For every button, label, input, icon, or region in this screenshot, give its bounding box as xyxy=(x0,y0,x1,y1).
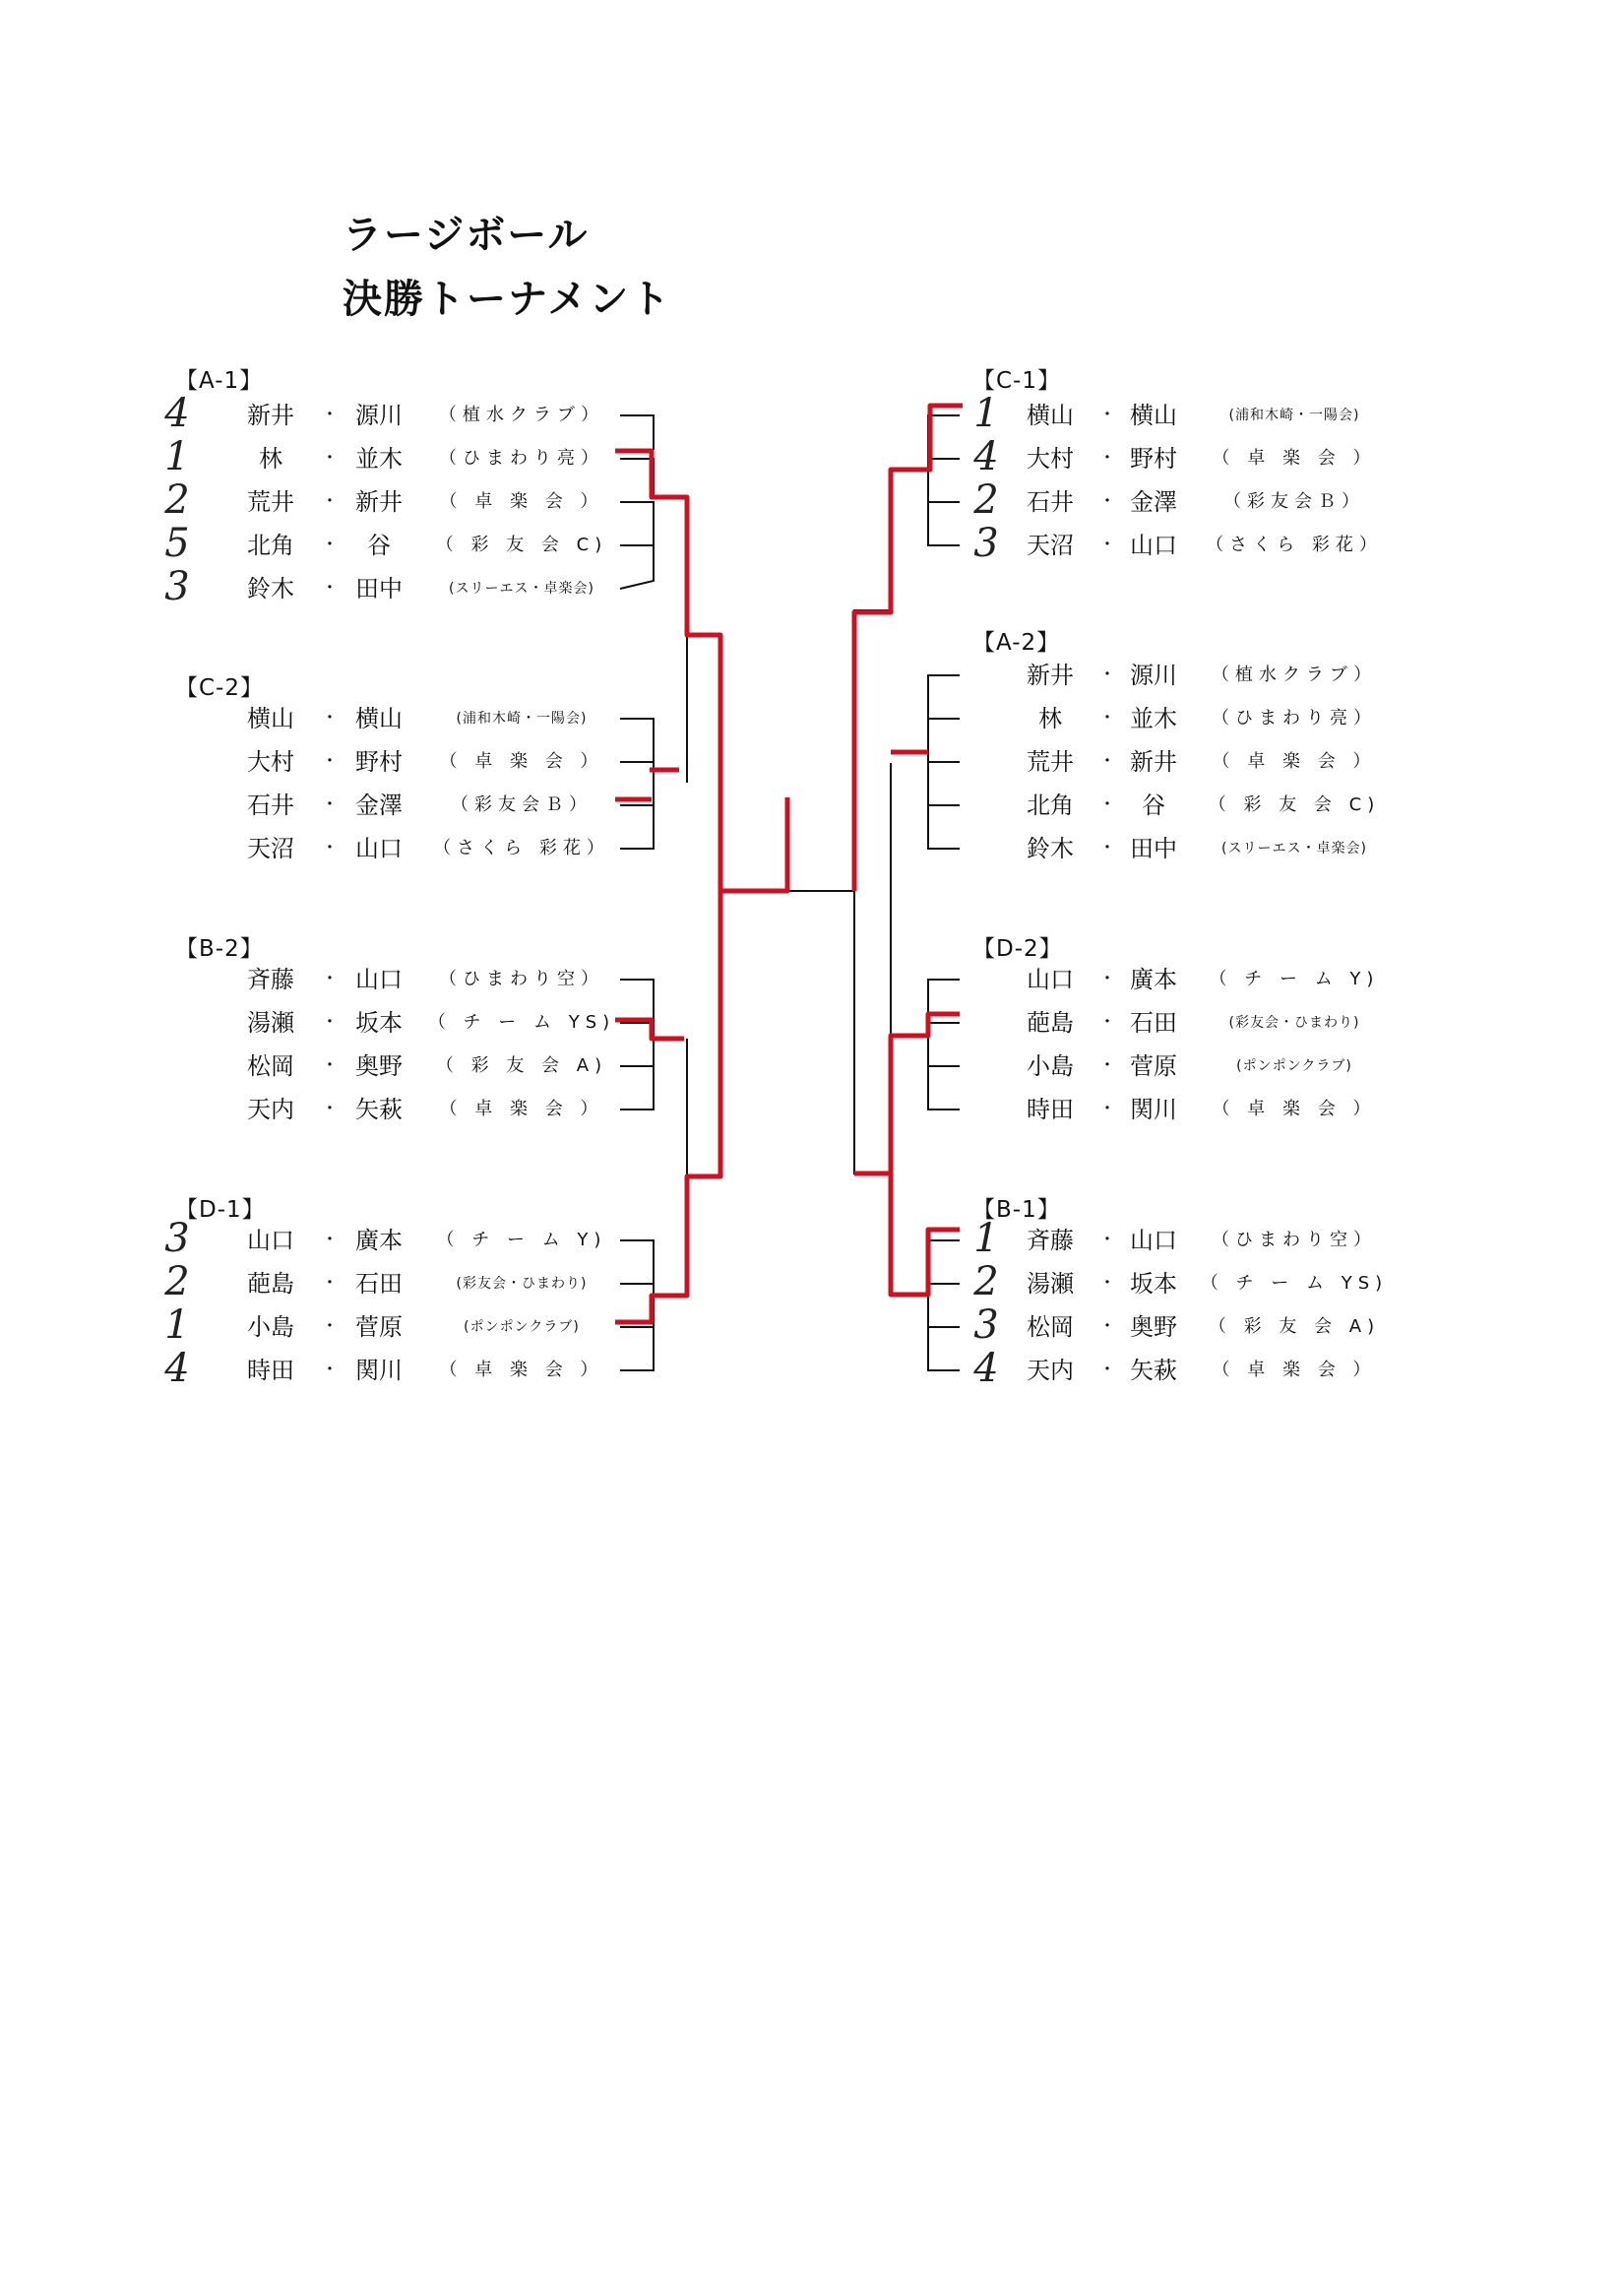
player2-name: 並木 xyxy=(355,445,403,473)
player1-name: 小島 xyxy=(247,1313,294,1341)
separator-dot: ・ xyxy=(321,708,339,729)
player1-name: 湯瀬 xyxy=(1027,1270,1074,1298)
player2-name: 横山 xyxy=(1130,402,1177,429)
player1-name: 松岡 xyxy=(247,1052,294,1080)
club-name: （ひまわり亮） xyxy=(1212,708,1377,729)
player2-name: 田中 xyxy=(1130,835,1177,862)
player1-name: 林 xyxy=(1038,705,1062,732)
club-name: （ 卓 楽 会 ） xyxy=(439,491,604,512)
player2-name: 山口 xyxy=(1130,1227,1177,1254)
player2-name: 奥野 xyxy=(355,1052,403,1080)
group-label-c2: 【C-2】 xyxy=(175,675,264,701)
handwritten-rank: 4 xyxy=(973,1346,999,1391)
handwritten-rank: 2 xyxy=(973,477,999,523)
separator-dot: ・ xyxy=(1098,1230,1116,1250)
player1-name: 小島 xyxy=(1027,1052,1074,1080)
player1-name: 山口 xyxy=(247,1227,294,1254)
group-label-a1: 【A-1】 xyxy=(175,368,264,394)
player2-name: 野村 xyxy=(355,748,403,776)
player1-name: 林 xyxy=(259,445,282,473)
player1-name: 天沼 xyxy=(1027,532,1074,559)
player2-name: 新井 xyxy=(355,488,403,516)
handwritten-rank: 2 xyxy=(164,477,190,523)
player1-name: 天内 xyxy=(247,1096,294,1123)
club-name: (浦和木崎・一陽会) xyxy=(456,711,588,727)
club-name: (スリーエス・卓楽会) xyxy=(449,581,594,597)
player2-name: 野村 xyxy=(1130,445,1177,473)
separator-dot: ・ xyxy=(1098,1316,1116,1337)
player1-name: 新井 xyxy=(247,402,294,429)
player2-name: 矢萩 xyxy=(355,1096,403,1123)
club-name: （ひまわり亮） xyxy=(439,448,604,469)
club-name: （ 卓 楽 会 ） xyxy=(1212,1360,1377,1380)
player2-name: 新井 xyxy=(1130,748,1177,776)
handwritten-rank: 2 xyxy=(164,1259,190,1304)
club-name: （ 卓 楽 会 ） xyxy=(1212,1099,1377,1119)
club-name: （ チ ー ム YS) xyxy=(427,1012,616,1033)
player1-name: 北角 xyxy=(1027,792,1074,819)
player2-name: 石田 xyxy=(1130,1009,1177,1037)
player2-name: 石田 xyxy=(355,1270,403,1298)
separator-dot: ・ xyxy=(1098,1012,1116,1033)
player2-name: 奥野 xyxy=(1130,1313,1177,1341)
handwritten-rank: 3 xyxy=(164,1216,190,1261)
club-name: （彩友会Ｂ） xyxy=(451,794,593,815)
player2-name: 山口 xyxy=(355,835,403,862)
club-name: （ 彩 友 会 A) xyxy=(1208,1316,1381,1337)
handwritten-rank: 1 xyxy=(164,434,190,479)
separator-dot: ・ xyxy=(321,751,339,772)
player1-name: 大村 xyxy=(247,748,294,776)
player2-name: 金澤 xyxy=(1130,488,1177,516)
player2-name: 山口 xyxy=(355,966,403,993)
separator-dot: ・ xyxy=(321,1273,339,1294)
player1-name: 時田 xyxy=(247,1357,294,1384)
player2-name: 坂本 xyxy=(1130,1270,1177,1298)
group-label-d1: 【D-1】 xyxy=(175,1197,266,1223)
club-name: （ 彩 友 会 A) xyxy=(435,1055,608,1076)
handwritten-rank: 2 xyxy=(973,1259,999,1304)
player2-name: 並木 xyxy=(1130,705,1177,732)
page-title-line2: 決勝トーナメント xyxy=(343,277,672,322)
player1-name: 山口 xyxy=(1027,966,1074,993)
player1-name: 横山 xyxy=(1027,402,1074,429)
player1-name: 荒井 xyxy=(1027,748,1074,776)
club-name: （さくら 彩花） xyxy=(433,838,610,858)
handwritten-rank: 4 xyxy=(164,391,190,436)
player2-name: 関川 xyxy=(355,1357,403,1384)
club-name: （彩友会Ｂ） xyxy=(1223,491,1365,512)
club-name: （ チ ー ム Y) xyxy=(436,1230,607,1250)
player2-name: 矢萩 xyxy=(1130,1357,1177,1384)
separator-dot: ・ xyxy=(1098,1360,1116,1380)
separator-dot: ・ xyxy=(321,405,339,425)
separator-dot: ・ xyxy=(321,1012,339,1033)
player1-name: 新井 xyxy=(1027,662,1074,689)
player1-name: 松岡 xyxy=(1027,1313,1074,1341)
club-name: （植水クラブ） xyxy=(438,405,605,425)
player1-name: 石井 xyxy=(247,792,294,819)
player2-name: 田中 xyxy=(355,575,403,602)
player1-name: 時田 xyxy=(1027,1096,1074,1123)
group-label-d2: 【D-2】 xyxy=(972,936,1063,962)
player1-name: 葩島 xyxy=(247,1270,294,1298)
club-name: (ポンポンクラブ) xyxy=(464,1319,580,1335)
player1-name: 北角 xyxy=(247,532,294,559)
club-name: （ひまわり空） xyxy=(1212,1230,1377,1250)
player2-name: 菅原 xyxy=(1130,1052,1177,1080)
player2-name: 菅原 xyxy=(355,1313,403,1341)
separator-dot: ・ xyxy=(321,1099,339,1119)
separator-dot: ・ xyxy=(321,1316,339,1337)
separator-dot: ・ xyxy=(1098,838,1116,858)
club-name: （ 卓 楽 会 ） xyxy=(439,1099,604,1119)
player1-name: 鈴木 xyxy=(247,575,294,602)
group-label-b1: 【B-1】 xyxy=(972,1197,1061,1223)
bracket-lines-winner xyxy=(615,406,963,1322)
separator-dot: ・ xyxy=(1098,491,1116,512)
separator-dot: ・ xyxy=(321,448,339,469)
club-name: (浦和木崎・一陽会) xyxy=(1228,408,1360,423)
handwritten-rank: 3 xyxy=(973,521,999,566)
player2-name: 金澤 xyxy=(355,792,403,819)
club-name: （ 卓 楽 会 ） xyxy=(439,751,604,772)
club-name: （ チ ー ム Y) xyxy=(1209,969,1380,989)
club-name: (彩友会・ひまわり) xyxy=(1228,1015,1360,1031)
separator-dot: ・ xyxy=(321,491,339,512)
separator-dot: ・ xyxy=(321,1230,339,1250)
group-label-c1: 【C-1】 xyxy=(972,368,1061,394)
club-name: （ 卓 楽 会 ） xyxy=(1212,751,1377,772)
separator-dot: ・ xyxy=(1098,969,1116,989)
club-name: (スリーエス・卓楽会) xyxy=(1221,841,1367,856)
separator-dot: ・ xyxy=(321,838,339,858)
player1-name: 天内 xyxy=(1027,1357,1074,1384)
page-title-line1: ラージボール xyxy=(343,213,590,258)
separator-dot: ・ xyxy=(321,578,339,599)
handwritten-rank: 4 xyxy=(164,1346,190,1391)
separator-dot: ・ xyxy=(321,794,339,815)
separator-dot: ・ xyxy=(1098,794,1116,815)
player1-name: 天沼 xyxy=(247,835,294,862)
club-name: （ 卓 楽 会 ） xyxy=(439,1360,604,1380)
player2-name: 源川 xyxy=(355,402,403,429)
club-name: （植水クラブ） xyxy=(1211,665,1378,685)
player1-name: 横山 xyxy=(247,705,294,732)
handwritten-rank: 1 xyxy=(973,391,999,436)
player1-name: 斉藤 xyxy=(247,966,294,993)
club-name: (ポンポンクラブ) xyxy=(1236,1058,1352,1074)
handwritten-rank: 1 xyxy=(973,1216,999,1261)
player2-name: 坂本 xyxy=(355,1009,403,1037)
club-name: (彩友会・ひまわり) xyxy=(456,1276,588,1292)
group-label-a2: 【A-2】 xyxy=(972,630,1061,656)
player1-name: 葩島 xyxy=(1027,1009,1074,1037)
club-name: （ チ ー ム YS) xyxy=(1200,1273,1389,1294)
player1-name: 斉藤 xyxy=(1027,1227,1074,1254)
separator-dot: ・ xyxy=(321,1360,339,1380)
club-name: （ 彩 友 会 C) xyxy=(435,535,608,555)
handwritten-rank: 4 xyxy=(973,434,999,479)
player1-name: 荒井 xyxy=(247,488,294,516)
separator-dot: ・ xyxy=(1098,1055,1116,1076)
handwritten-rank: 5 xyxy=(164,521,190,566)
handwritten-rank: 1 xyxy=(164,1302,190,1348)
handwritten-rank: 3 xyxy=(164,564,190,609)
player1-name: 石井 xyxy=(1027,488,1074,516)
player2-name: 横山 xyxy=(355,705,403,732)
separator-dot: ・ xyxy=(1098,708,1116,729)
player2-name: 源川 xyxy=(1130,662,1177,689)
separator-dot: ・ xyxy=(1098,405,1116,425)
club-name: （ひまわり空） xyxy=(439,969,604,989)
separator-dot: ・ xyxy=(1098,665,1116,685)
separator-dot: ・ xyxy=(1098,1273,1116,1294)
player1-name: 大村 xyxy=(1027,445,1074,473)
club-name: （ 卓 楽 会 ） xyxy=(1212,448,1377,469)
player2-name: 谷 xyxy=(1142,792,1165,819)
group-label-b2: 【B-2】 xyxy=(175,936,264,962)
player1-name: 湯瀬 xyxy=(247,1009,294,1037)
handwritten-rank: 3 xyxy=(973,1302,999,1348)
player1-name: 鈴木 xyxy=(1027,835,1074,862)
separator-dot: ・ xyxy=(321,969,339,989)
player2-name: 廣本 xyxy=(1130,966,1177,993)
player2-name: 廣本 xyxy=(355,1227,403,1254)
player2-name: 山口 xyxy=(1130,532,1177,559)
separator-dot: ・ xyxy=(1098,448,1116,469)
separator-dot: ・ xyxy=(1098,1099,1116,1119)
club-name: （さくら 彩花） xyxy=(1206,535,1383,555)
bracket-lines-black xyxy=(620,415,960,1370)
separator-dot: ・ xyxy=(1098,535,1116,555)
club-name: （ 彩 友 会 C) xyxy=(1208,794,1381,815)
player2-name: 関川 xyxy=(1130,1096,1177,1123)
separator-dot: ・ xyxy=(321,1055,339,1076)
player2-name: 谷 xyxy=(367,532,391,559)
separator-dot: ・ xyxy=(1098,751,1116,772)
separator-dot: ・ xyxy=(321,535,339,555)
